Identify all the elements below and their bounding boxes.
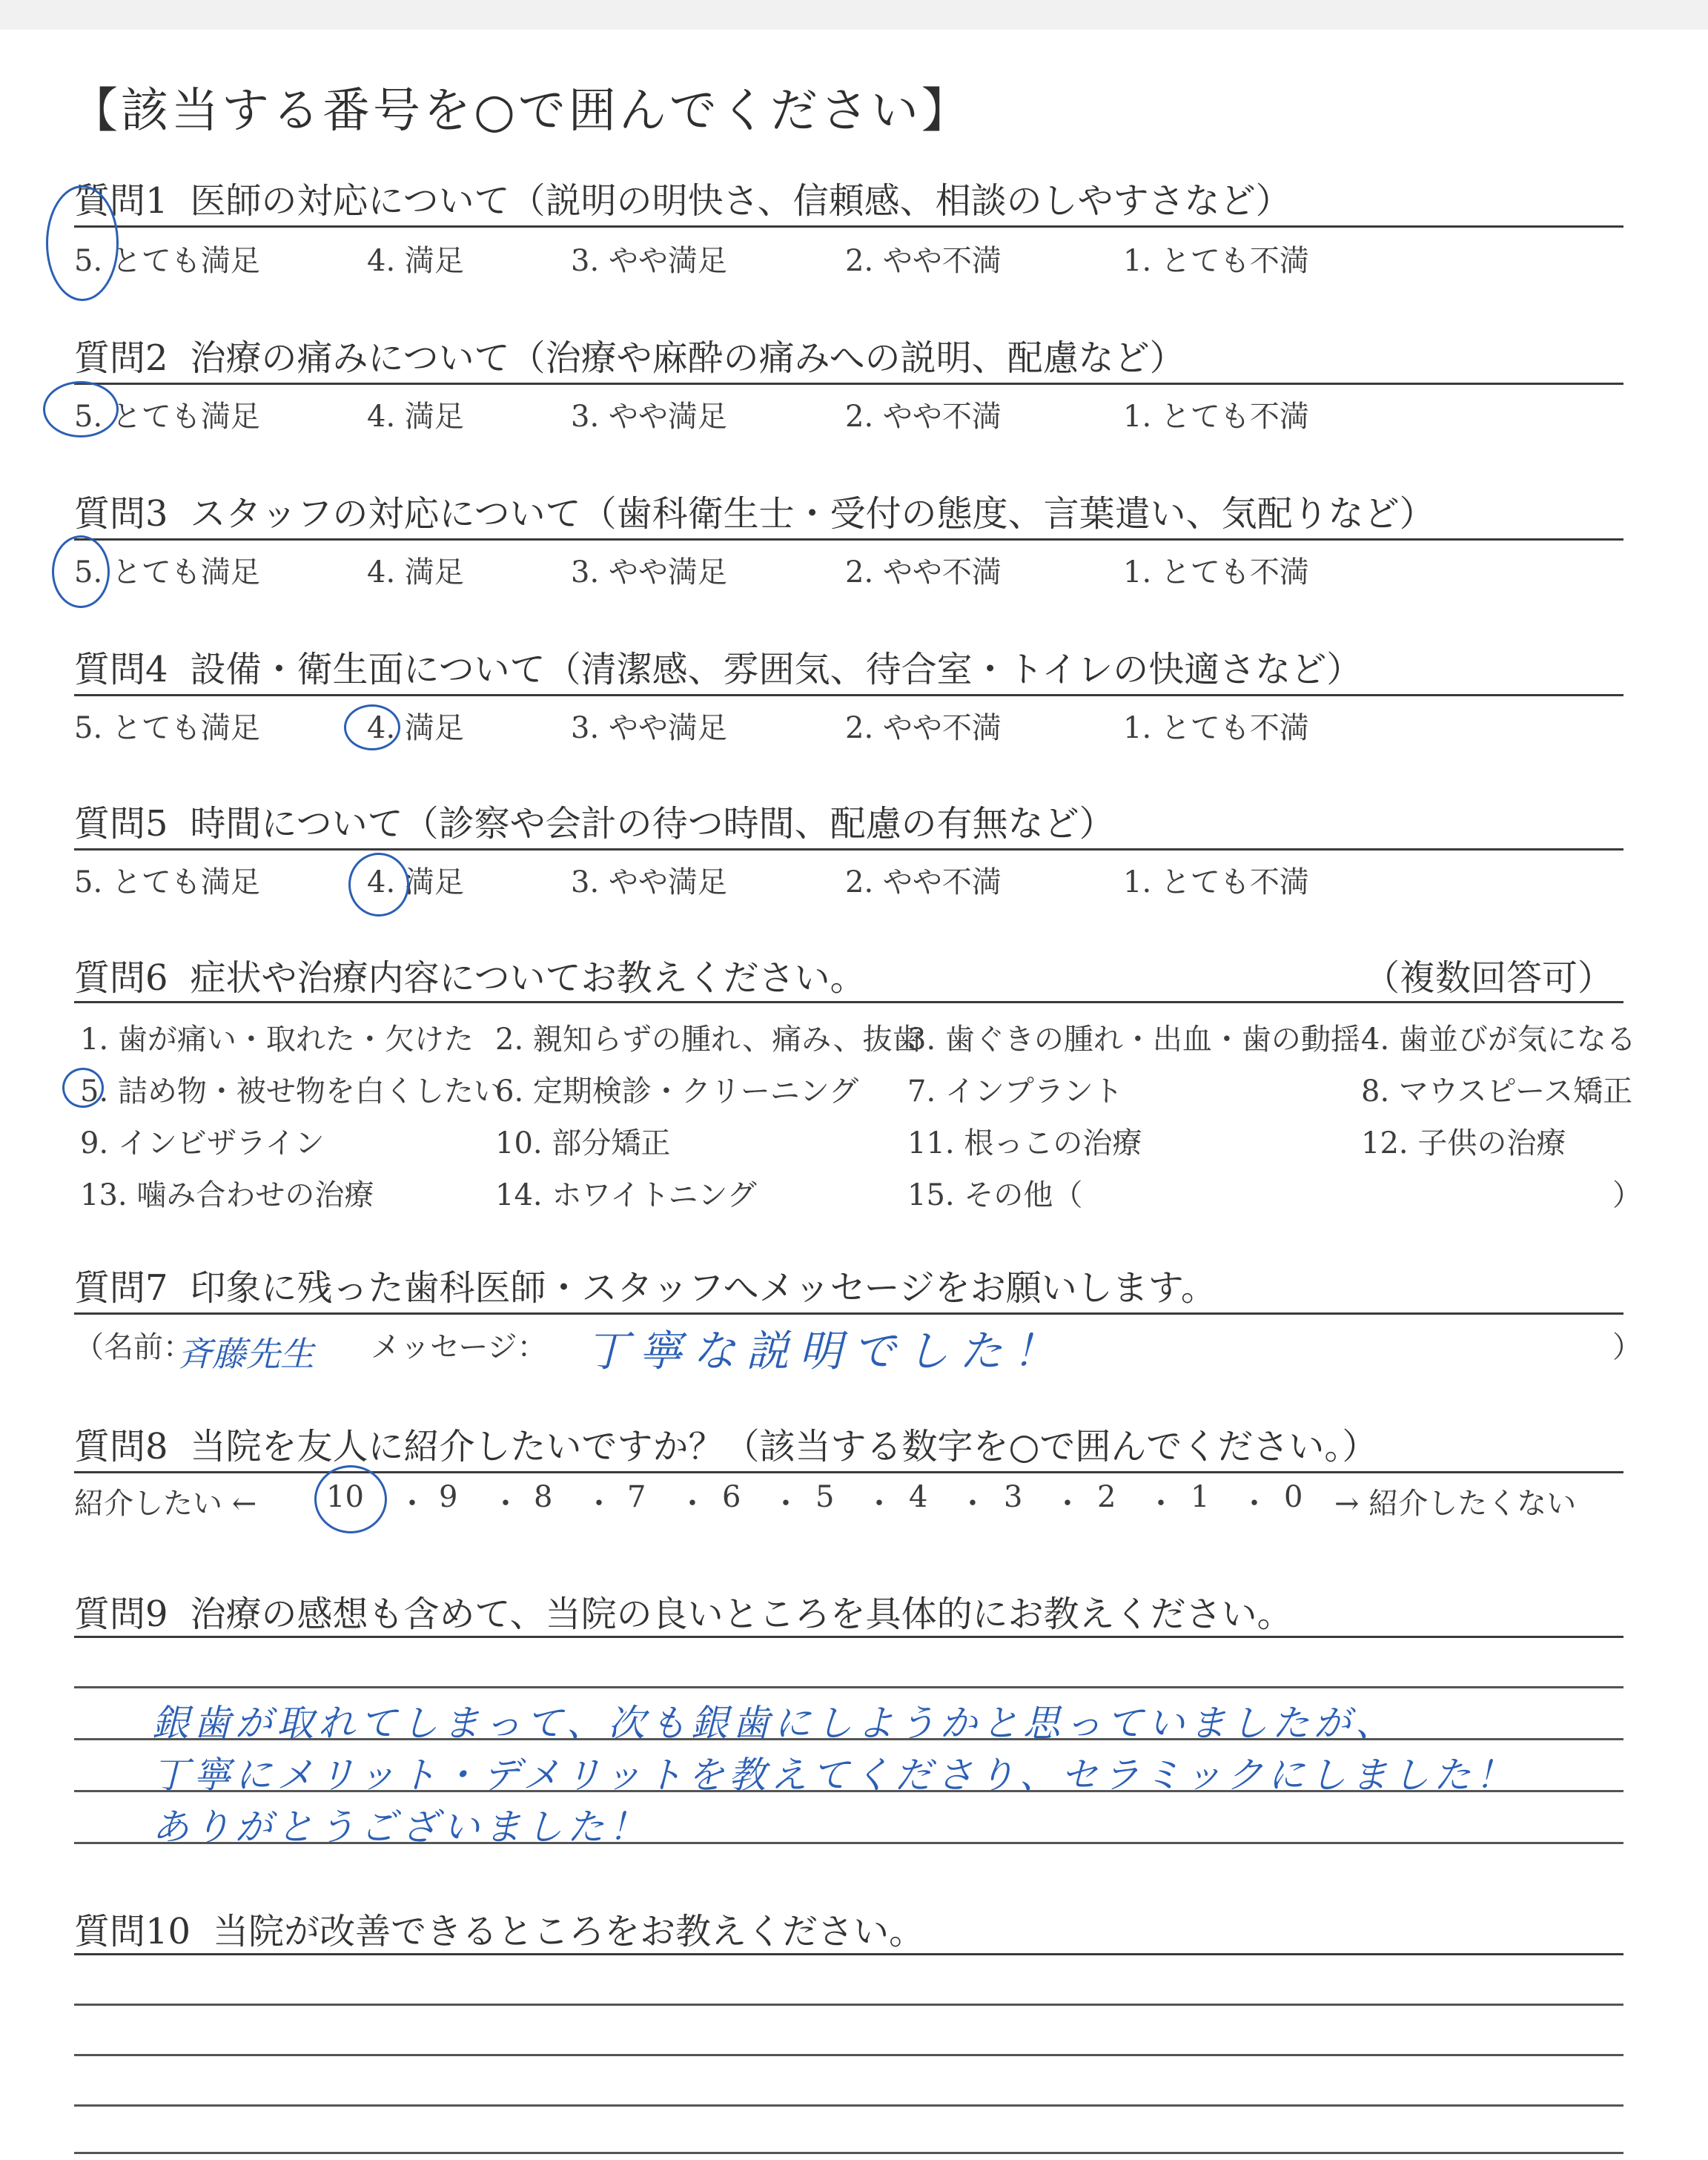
q2-rule [74,383,1623,385]
q8-dot: ・ [491,1487,520,1521]
q9-text: 治療の感想も含めて、当院の良いところを具体的にお教えください。 [190,1593,1293,1635]
q8-dot: ・ [864,1487,894,1521]
q6-text: 症状や治療内容についてお教えください。 [190,957,866,999]
q9-rule [74,1636,1623,1638]
q8-left-label: 紹介したい ← [74,1487,257,1521]
q8-dot: ・ [1146,1487,1176,1521]
q1-option-5[interactable]: 5. とても満足 [74,244,260,278]
q4-option-1[interactable]: 1. とても不満 [1123,711,1309,745]
q5-label: 質問5 [74,803,168,845]
q5-option-5[interactable]: 5. とても満足 [74,865,260,899]
q3-text: スタッフの対応について（歯科衛生士・受付の態度、言葉遣い、気配りなど） [190,493,1435,535]
q3-heading [74,485,1435,536]
q10-answer-line [74,2054,1623,2056]
q1-option-4[interactable]: 4. 満足 [367,244,464,278]
q1-option-1[interactable]: 1. とても不満 [1123,244,1309,278]
q6-item-6[interactable]: 6. 定期検診・クリーニング [495,1074,859,1109]
q8-scale-10[interactable]: 10 [326,1480,364,1514]
q3-option-5[interactable]: 5. とても満足 [74,555,260,589]
q2-selection-circle [43,381,119,437]
q9-answer-line [74,1686,1623,1688]
q4-option-5[interactable]: 5. とても満足 [74,711,260,745]
q4-selection-circle [344,704,400,750]
q1-text: 医師の対応について（説明の明快さ、信頼感、相談のしやすさなど） [190,180,1291,222]
q8-label: 質問8 [74,1426,168,1467]
q3-option-4[interactable]: 4. 満足 [367,555,464,589]
q6-item-1[interactable]: 1. 歯が痛い・取れた・欠けた [80,1023,474,1057]
q6-item-10[interactable]: 10. 部分矯正 [495,1126,671,1160]
q4-label: 質問4 [74,649,168,690]
q7-label: 質問7 [74,1267,168,1309]
scan-edge [0,0,1708,30]
q6-item-3[interactable]: 3. 歯ぐきの腫れ・出血・歯の動揺 [907,1023,1360,1057]
q2-option-5[interactable]: 5. とても満足 [74,400,260,434]
q6-rule [74,1001,1623,1003]
q7-close: ） [1612,1330,1642,1364]
q3-option-1[interactable]: 1. とても不満 [1123,555,1309,589]
q9-label: 質問9 [74,1593,168,1635]
form-title: 【該当する番号を○で囲んでください】 [70,84,972,139]
q10-rule [74,1953,1623,1955]
q8-heading [74,1418,1377,1469]
q4-text: 設備・衛生面について（清潔感、雰囲気、待合室・トイレの快適さなど） [190,649,1363,690]
q5-option-4[interactable]: 4. 満足 [367,865,464,899]
q6-selection-circle [62,1068,104,1108]
q2-option-2[interactable]: 2. やや不満 [845,400,1002,434]
q8-rule [74,1471,1623,1473]
q6-label: 質問6 [74,957,168,999]
q3-option-2[interactable]: 2. やや不満 [845,555,1002,589]
q5-selection-circle [348,853,409,916]
q6-item-2[interactable]: 2. 親知らずの腫れ、痛み、抜歯 [495,1023,922,1057]
q10-text: 当院が改善できるところをお教えください。 [213,1911,925,1952]
q6-item-4[interactable]: 4. 歯並びが気になる [1361,1023,1636,1057]
q1-option-3[interactable]: 3. やや満足 [571,244,727,278]
q8-scale-8[interactable]: 8 [534,1480,553,1514]
q3-label: 質問3 [74,493,168,535]
q8-scale-1[interactable]: 1 [1191,1480,1210,1514]
q9-heading [74,1585,1293,1636]
q8-dot: ・ [584,1487,614,1521]
q1-option-2[interactable]: 2. やや不満 [845,244,1002,278]
q7-message-label: メッセージ： [371,1330,547,1364]
q8-right-label: → 紹介したくない [1334,1487,1577,1521]
q8-scale-4[interactable]: 4 [909,1480,928,1514]
q7-rule [74,1312,1623,1315]
q4-heading [74,641,1362,692]
q6-item-9[interactable]: 9. インビザライン [80,1126,325,1160]
q9-answer-line-2[interactable]: 丁寧にメリット・デメリットを教えてくださり、セラミックにしました！ [152,1754,1517,1797]
q6-note: （複数回答可） [1364,957,1614,999]
q4-option-2[interactable]: 2. やや不満 [845,711,1002,745]
q3-rule [74,538,1623,541]
q6-heading [74,949,866,1000]
q1-selection-circle [46,185,119,301]
q1-heading [74,172,1291,223]
q2-label: 質問2 [74,337,168,379]
q4-rule [74,694,1623,696]
q5-option-2[interactable]: 2. やや不満 [845,865,1002,899]
q10-answer-line [74,2004,1623,2006]
q8-dot: ・ [678,1487,707,1521]
q8-dot: ・ [1239,1487,1269,1521]
q10-label: 質問10 [74,1911,191,1952]
q1-rule [74,225,1623,228]
q8-scale-9[interactable]: 9 [439,1480,458,1514]
q7-name-value[interactable]: 斉藤先生 [178,1334,314,1374]
q6-item-12[interactable]: 12. 子供の治療 [1361,1126,1566,1160]
q8-dot: ・ [958,1487,987,1521]
q8-scale-3[interactable]: 3 [1004,1480,1023,1514]
q8-dot: ・ [397,1487,427,1521]
q2-text: 治療の痛みについて（治療や麻酔の痛みへの説明、配慮など） [190,337,1185,379]
q6-item-13[interactable]: 13. 噛み合わせの治療 [80,1178,374,1212]
q4-option-4[interactable]: 4. 満足 [367,711,464,745]
q2-option-4[interactable]: 4. 満足 [367,400,464,434]
q8-scale-7[interactable]: 7 [627,1480,646,1514]
q6-item-14[interactable]: 14. ホワイトニング [495,1178,757,1212]
q4-option-3[interactable]: 3. やや満足 [571,711,727,745]
q8-selection-circle [314,1465,387,1533]
q6-item-15-close: ） [1612,1178,1642,1212]
q6-item-15[interactable]: 15. その他（ [907,1178,1083,1212]
q8-scale-6[interactable]: 6 [722,1480,741,1514]
q8-scale-5[interactable]: 5 [815,1480,835,1514]
q7-message-value[interactable]: 丁寧な説明でした！ [586,1326,1067,1376]
q10-answer-line [74,2104,1623,2107]
q6-item-11[interactable]: 11. 根っこの治療 [907,1126,1142,1160]
q5-heading [74,795,1115,846]
q9-answer-line-1[interactable]: 銀歯が取れてしまって、次も銀歯にしようかと思っていましたが、 [152,1702,1397,1745]
q6-item-7[interactable]: 7. インプラント [907,1074,1123,1109]
q3-option-3[interactable]: 3. やや満足 [571,555,727,589]
q7-heading [74,1259,1217,1310]
q8-text: 当院を友人に紹介したいですか？（該当する数字を○で囲んでください。） [190,1426,1378,1467]
q8-scale-2[interactable]: 2 [1097,1480,1116,1514]
q6-item-5[interactable]: 5. 詰め物・被せ物を白くしたい [80,1074,503,1109]
q5-text: 時間について（診察や会計の待つ時間、配慮の有無など） [190,803,1115,845]
q3-selection-circle [52,535,110,608]
q8-scale-0[interactable]: 0 [1284,1480,1303,1514]
q2-option-3[interactable]: 3. やや満足 [571,400,727,434]
q9-answer-line-3[interactable]: ありがとうございました！ [152,1806,650,1849]
q2-heading [74,329,1185,380]
q7-text: 印象に残った歯科医師・スタッフへメッセージをお願いします。 [190,1267,1217,1309]
q1-label: 質問1 [74,180,168,222]
q5-rule [74,848,1623,851]
q2-option-1[interactable]: 1. とても不満 [1123,400,1309,434]
q5-option-1[interactable]: 1. とても不満 [1123,865,1309,899]
q10-answer-line [74,2152,1623,2154]
q6-item-8[interactable]: 8. マウスピース矯正 [1361,1074,1633,1109]
q5-option-3[interactable]: 3. やや満足 [571,865,727,899]
q8-dot: ・ [1053,1487,1082,1521]
q10-heading [74,1903,924,1954]
q7-name-label: （名前： [74,1330,193,1364]
q8-dot: ・ [771,1487,801,1521]
